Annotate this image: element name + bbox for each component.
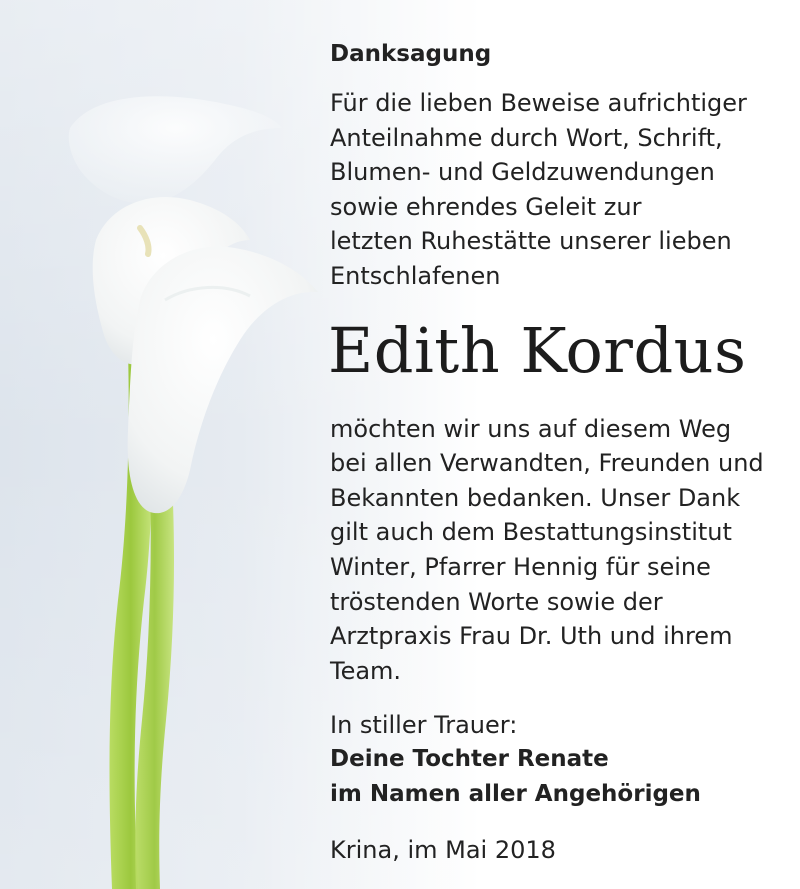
place-date: Krina, im Mai 2018 <box>330 836 556 865</box>
intro-line: Blumen- und Geldzuwendungen <box>330 158 715 187</box>
thanks-line: tröstenden Worte sowie der <box>330 587 663 616</box>
thanks-paragraph <box>330 412 790 689</box>
intro-line: Für die lieben Beweise aufrichtiger <box>330 89 747 117</box>
deceased-name: Edith Kordus <box>328 313 747 387</box>
obituary-text <box>330 40 790 866</box>
mourning-label: In stiller Trauer: <box>330 711 518 740</box>
thanks-line: möchten wir uns auf diesem Weg <box>330 414 732 443</box>
thanks-line: Bekannten bedanken. Unser Dank <box>330 483 741 512</box>
signatory-line: im Namen aller Angehörigen <box>330 781 701 808</box>
signatory-line: Deine Tochter Renate <box>330 746 609 773</box>
thanks-line: gilt auch dem Bestattungsinstitut <box>330 518 732 547</box>
intro-paragraph <box>330 86 790 294</box>
intro-line: Entschlafenen <box>330 261 501 290</box>
thanks-line: Winter, Pfarrer Hennig für seine <box>330 552 711 581</box>
intro-line: letzten Ruhestätte unserer lieben <box>330 227 732 256</box>
thanks-line: Team. <box>330 656 402 685</box>
thanks-line: bei allen Verwandten, Freunden und <box>330 449 764 478</box>
heading-danksagung: Danksagung <box>330 41 492 67</box>
intro-line: Anteilnahme durch Wort, Schrift, <box>330 123 723 152</box>
intro-line: sowie ehrendes Geleit zur <box>330 192 642 221</box>
thanks-line: Arztpraxis Frau Dr. Uth und ihrem <box>330 622 733 651</box>
